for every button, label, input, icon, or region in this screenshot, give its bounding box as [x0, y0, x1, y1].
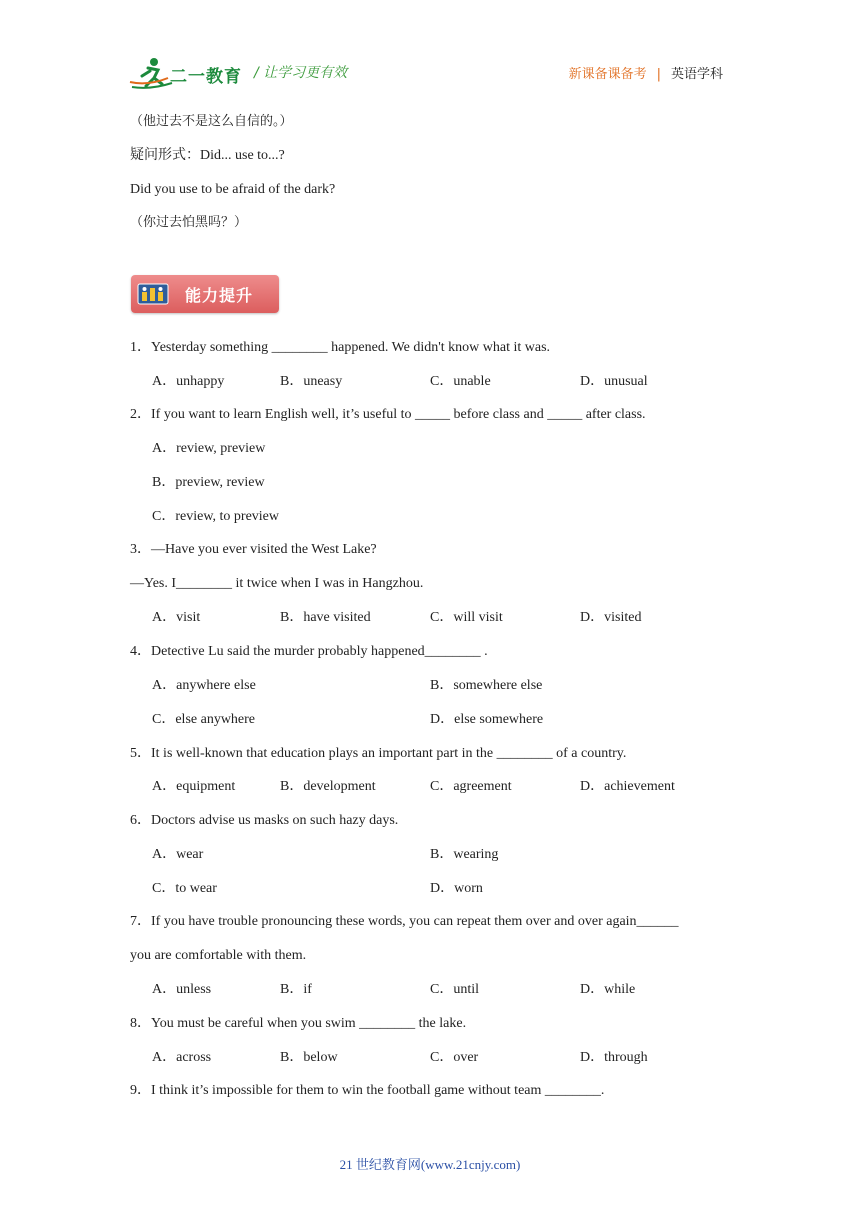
q3-option-b: B．have visited: [280, 610, 371, 625]
question-4: 4．Detective Lu said the murder probably happened________ .: [130, 644, 488, 659]
q1-option-b: B．uneasy: [280, 374, 343, 389]
q8-option-c: C．over: [430, 1050, 479, 1065]
q5-option-b: B．development: [280, 779, 376, 794]
header-separator: |: [656, 67, 661, 82]
question-8: 8．You must be careful when you swim ________ the lake.: [130, 1016, 467, 1031]
q6-option-a: A．wear: [152, 847, 204, 862]
intro-line-3: Did you use to be afraid of the dark?: [130, 182, 336, 197]
question-3-line-2: —Yes. I________ it twice when I was in Hangzhou.: [130, 576, 424, 591]
footer-link[interactable]: 21 世纪教育网(www.21cnjy.com): [339, 1157, 521, 1172]
question-3: 3．—Have you ever visited the West Lake?: [130, 542, 377, 557]
slogan: / 让学习更有效: [254, 65, 348, 81]
q8-option-d: D．through: [580, 1050, 648, 1065]
question-5: 5．It is well-known that education plays an important part in the ________ of a country.: [130, 746, 627, 761]
q6-option-b: B．wearing: [430, 847, 499, 862]
q8-option-a: A．across: [152, 1050, 212, 1065]
question-6: 6．Doctors advise us masks on such hazy days.: [130, 813, 399, 828]
course-label: 新课备课备考: [568, 67, 647, 82]
q4-option-d: D．else somewhere: [430, 712, 544, 727]
logo-text: 二一教育: [170, 67, 242, 87]
chart-board-icon: [137, 283, 169, 305]
q1-option-d: D．unusual: [580, 374, 648, 389]
q7-option-a: A．unless: [152, 982, 212, 997]
q5-option-c: C．agreement: [430, 779, 512, 794]
section-title: 能力提升: [185, 286, 254, 305]
question-7-line-2: you are comfortable with them.: [130, 948, 307, 963]
q1-option-c: C．unable: [430, 374, 491, 389]
q6-option-c: C．to wear: [152, 881, 217, 896]
question-7: 7．If you have trouble pronouncing these words, you can repeat them over and over again______: [130, 914, 679, 929]
q8-option-b: B．below: [280, 1050, 338, 1065]
q1-option-a: A．unhappy: [152, 374, 225, 389]
q7-option-b: B．if: [280, 982, 312, 997]
q5-option-d: D．achievement: [580, 779, 675, 794]
q3-option-a: A．visit: [152, 610, 201, 625]
q5-option-a: A．equipment: [152, 779, 236, 794]
q3-option-d: D．visited: [580, 610, 642, 625]
intro-line-1: （他过去不是这么自信的。）: [130, 114, 293, 129]
intro-line-4: （你过去怕黑吗？）: [130, 215, 248, 230]
q7-option-c: C．until: [430, 982, 480, 997]
q2-option-b: B．preview, review: [152, 475, 265, 490]
question-9: 9．I think it’s impossible for them to win the football game without team ________.: [130, 1083, 605, 1098]
page-header: [0, 0, 860, 100]
subject-label: 英语学科: [670, 67, 723, 82]
q4-option-c: C．else anywhere: [152, 712, 256, 727]
q6-option-d: D．worn: [430, 881, 483, 896]
question-2: 2．If you want to learn English well, it’s useful to _____ before class and _____ after class.: [130, 407, 646, 422]
q2-option-c: C．review, to preview: [152, 509, 279, 524]
q7-option-d: D．while: [580, 982, 636, 997]
q4-option-b: B．somewhere else: [430, 678, 543, 693]
question-1: 1．Yesterday something ________ happened. We didn't know what it was.: [130, 340, 551, 355]
header-course-info: [569, 63, 723, 82]
q3-option-c: C．will visit: [430, 610, 503, 625]
q4-option-a: A．anywhere else: [152, 678, 256, 693]
section-banner: [131, 275, 279, 313]
intro-line-2: 疑问形式：Did... use to...?: [130, 148, 285, 163]
q2-option-a: A．review, preview: [152, 441, 266, 456]
